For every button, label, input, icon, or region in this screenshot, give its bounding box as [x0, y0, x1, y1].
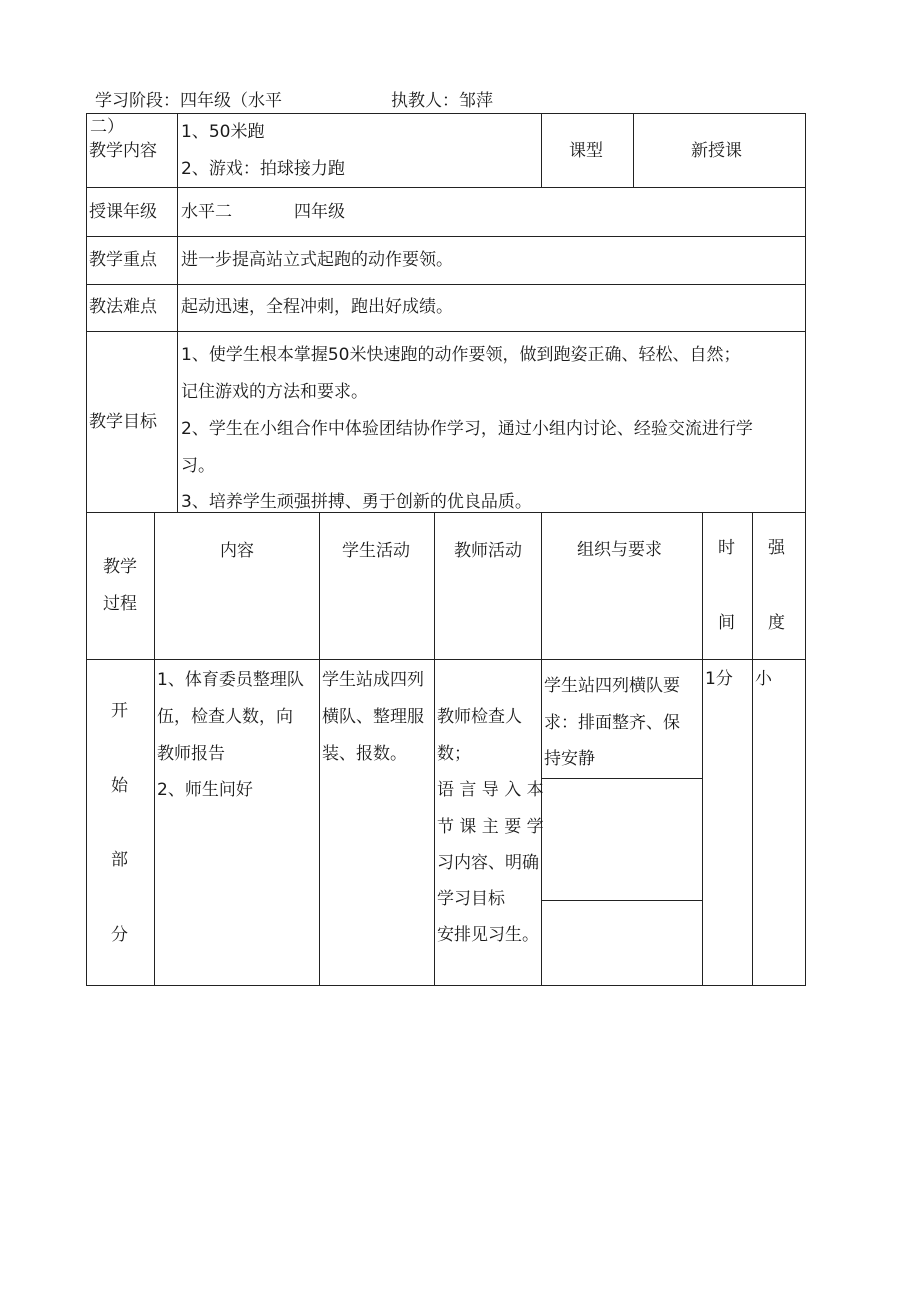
- section-name-char: 始: [111, 776, 128, 796]
- process-header-2: 过程: [103, 594, 137, 614]
- organization-line: 学生站四列横队要: [544, 676, 680, 696]
- student-activity-header: 学生活动: [342, 541, 410, 561]
- content-item-1: 1、50米跑: [181, 122, 265, 142]
- goal-line: 1、使学生根本掌握50米快速跑的动作要领，做到跑姿正确、轻松、自然；: [181, 345, 741, 365]
- goals-label: 教学目标: [89, 412, 157, 432]
- section-name-char: 分: [111, 925, 128, 945]
- time-value: 1分: [705, 669, 733, 689]
- teacher-activity-line: 节 课 主 要 学: [437, 817, 544, 837]
- section-content-line: 教师报告: [157, 744, 225, 764]
- intensity-header-1: 强: [768, 538, 785, 558]
- section-content-line: 伍，检查人数，向: [157, 707, 293, 727]
- intensity-value: 小: [755, 669, 772, 689]
- section-name-char: 开: [111, 701, 128, 721]
- grade-label: 授课年级: [89, 202, 157, 222]
- lesson-type-value: 新授课: [691, 141, 742, 161]
- goal-line: 2、学生在小组合作中体验团结协作学习，通过小组内讨论、经验交流进行学: [181, 419, 753, 439]
- difficulty-label: 教法难点: [89, 297, 157, 317]
- content-item-2: 2、游戏：拍球接力跑: [181, 159, 345, 179]
- organization-line: 求：排面整齐、保: [544, 713, 680, 733]
- section-content-line: 1、体育委员整理队: [157, 670, 304, 690]
- goal-line: 记住游戏的方法和要求。: [181, 382, 368, 402]
- goal-line: 3、培养学生顽强拼搏、勇于创新的优良品质。: [181, 492, 532, 512]
- teacher-activity-line: 习内容、明确: [437, 853, 539, 873]
- content-label: 教学内容: [89, 141, 157, 161]
- student-activity-line: 装、报数。: [322, 744, 407, 764]
- teacher-activity-line: 语 言 导 入 本: [437, 780, 544, 800]
- goal-line: 习。: [181, 456, 215, 476]
- learning-stage-cont: 二）: [90, 117, 124, 137]
- teacher-activity-line: 安排见习生。: [437, 925, 539, 945]
- teacher-name: 执教人：邹萍: [391, 91, 493, 111]
- student-activity-line: 横队、整理服: [322, 707, 424, 727]
- teacher-activity-line: 数；: [437, 744, 471, 764]
- organization-header: 组织与要求: [577, 540, 662, 560]
- grade-level: 水平二: [181, 202, 232, 222]
- focus-value: 进一步提高站立式起跑的动作要领。: [181, 250, 453, 270]
- time-header-2: 间: [718, 613, 735, 633]
- teacher-activity-line: 学习目标: [437, 889, 505, 909]
- organization-line: 持安静: [544, 749, 595, 769]
- teacher-activity-line: 教师检查人: [437, 707, 522, 727]
- section-content-line: 2、师生问好: [157, 780, 253, 800]
- section-name-char: 部: [111, 850, 128, 870]
- intensity-header-2: 度: [768, 613, 785, 633]
- focus-label: 教学重点: [89, 250, 157, 270]
- teacher-activity-header: 教师活动: [454, 541, 522, 561]
- lesson-type-label: 课型: [569, 141, 603, 161]
- time-header-1: 时: [718, 538, 735, 558]
- learning-stage-label: 学习阶段：四年级（水平: [95, 91, 282, 111]
- content-header: 内容: [220, 541, 254, 561]
- difficulty-value: 起动迅速，全程冲刺，跑出好成绩。: [181, 297, 453, 317]
- grade-value: 四年级: [294, 202, 345, 222]
- student-activity-line: 学生站成四列: [322, 670, 424, 690]
- process-header-1: 教学: [103, 557, 137, 577]
